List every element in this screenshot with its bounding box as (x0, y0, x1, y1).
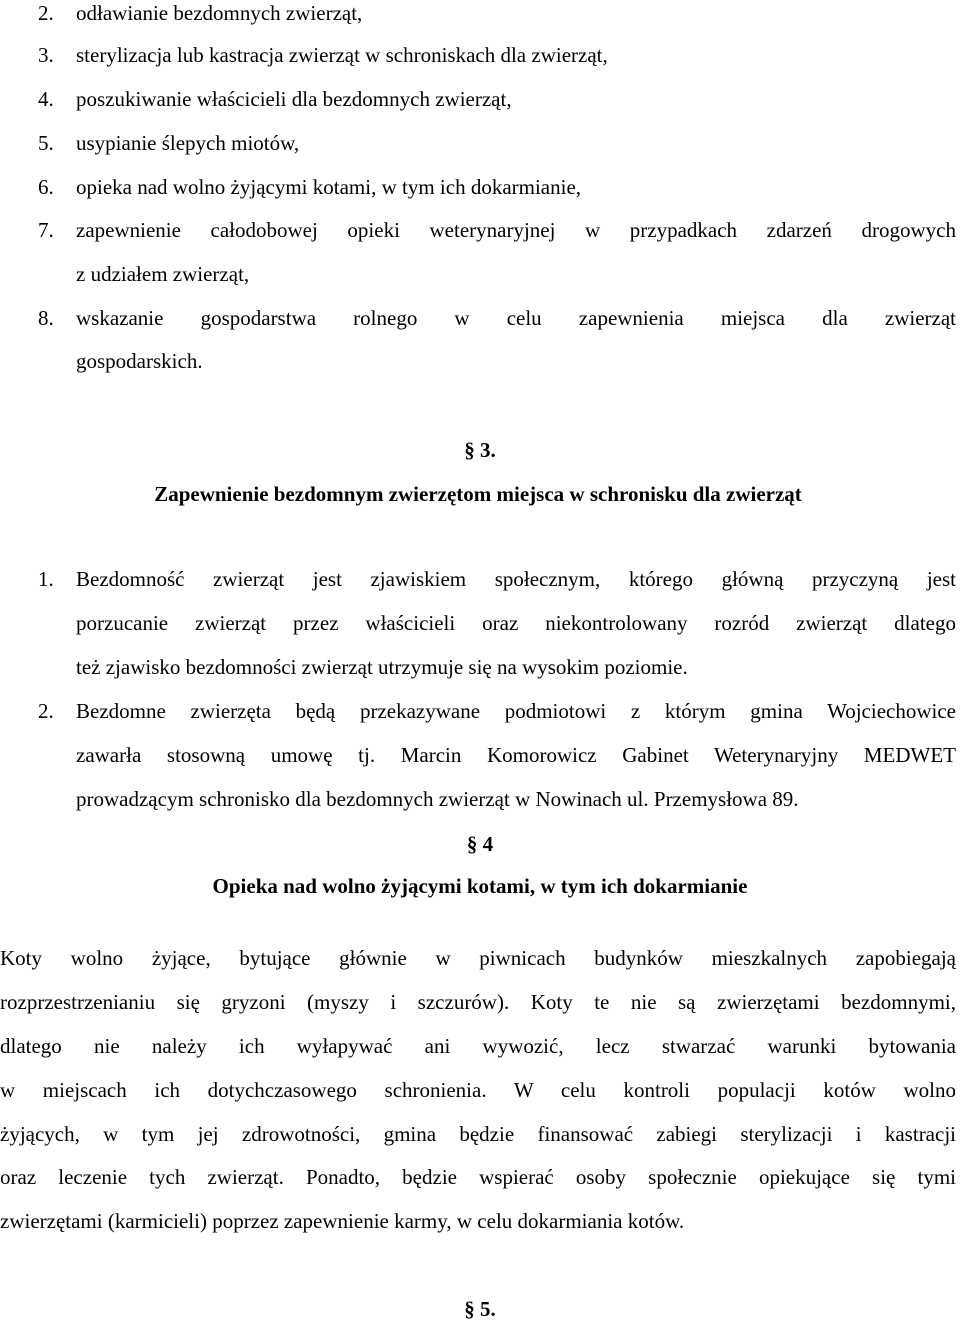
paragraph-line: porzucanie zwierząt przez właścicieli oraz niekontrolowany rozród zwierząt dlatego (76, 611, 956, 635)
section-sign: § (464, 1297, 475, 1321)
list-item-text: usypianie ślepych miotów, (76, 131, 300, 155)
paragraph-line: prowadzącym schronisko dla bezdomnych zwierząt w Nowinach ul. Przemysłowa 89. (76, 787, 799, 811)
paragraph-line: zwierzętami (karmicieli) poprzez zapewnienie karmy, w celu dokarmiania kotów. (0, 1209, 685, 1233)
section-number: 5. (480, 1297, 496, 1321)
list-item-text: wskazanie gospodarstwa rolnego w celu zapewnienia miejsca dla zwierząt (76, 306, 956, 330)
list-item-number: 3. (38, 43, 54, 67)
section-number: 3. (480, 438, 496, 462)
list-item-text: zapewnienie całodobowej opieki weterynaryjnej w przypadkach zdarzeń drogowych (76, 218, 956, 242)
paragraph-line: dlatego nie należy ich wyłapywać ani wywozić, lecz stwarzać warunki bytowania (0, 1034, 956, 1058)
list-item-text: odławianie bezdomnych zwierząt, (76, 1, 363, 25)
list-item-number: 6. (38, 175, 54, 199)
section-heading-number (0, 1296, 960, 1322)
paragraph-line: oraz leczenie tych zwierząt. Ponadto, będzie wspierać osoby społecznie opiekujące się tymi (0, 1165, 956, 1189)
list-item-number: 8. (38, 306, 54, 330)
section-sign: § (466, 832, 478, 856)
paragraph-line: rozprzestrzenianiu się gryzoni (myszy i szczurów). Koty te nie są zwierzętami bezdomnymi, (0, 990, 956, 1014)
list-item-text: z udziałem zwierząt, (76, 262, 250, 286)
list-item-number: 7. (38, 218, 54, 242)
list-item-text: poszukiwanie właścicieli dla bezdomnych zwierząt, (76, 87, 512, 111)
section-heading-number (0, 437, 960, 463)
list-item-number: 2. (38, 1, 54, 25)
paragraph-line: też zjawisko bezdomności zwierząt utrzymuje się na wysokim poziomie. (76, 655, 688, 679)
section-title: Opieka nad wolno żyjącymi kotami, w tym ich dokarmianie (212, 874, 748, 898)
paragraph-number: 1. (38, 567, 54, 591)
list-item-text: opieka nad wolno żyjącymi kotami, w tym ich dokarmianie, (76, 175, 582, 199)
list-item-number: 5. (38, 131, 54, 155)
paragraph-line: Koty wolno żyjące, bytujące głównie w piwnicach budynków mieszkalnych zapobiegają (0, 946, 956, 970)
paragraph-line: w miejscach ich dotychczasowego schronienia. W celu kontroli populacji kotów wolno (0, 1078, 956, 1102)
paragraph-line: Bezdomne zwierzęta będą przekazywane podmiotowi z którym gmina Wojciechowice (76, 699, 956, 723)
paragraph-line: żyjących, w tym jej zdrowotności, gmina będzie finansować zabiegi sterylizacji i kastracji (0, 1122, 956, 1146)
section-number: 4 (482, 832, 494, 856)
list-item-text: gospodarskich. (76, 349, 203, 373)
paragraph-line: Bezdomność zwierząt jest zjawiskiem społecznym, którego główną przyczyną jest (76, 567, 956, 591)
paragraph-number: 2. (38, 699, 54, 723)
list-item-text: sterylizacja lub kastracja zwierząt w schroniskach dla zwierząt, (76, 43, 608, 67)
list-item-number: 4. (38, 87, 54, 111)
paragraph-line: zawarła stosowną umowę tj. Marcin Komorowicz Gabinet Weterynaryjny MEDWET (76, 743, 956, 767)
section-sign: § (464, 438, 475, 462)
section-heading-number (0, 831, 960, 857)
section-title: Zapewnienie bezdomnym zwierzętom miejsca w schronisku dla zwierząt (154, 482, 802, 506)
